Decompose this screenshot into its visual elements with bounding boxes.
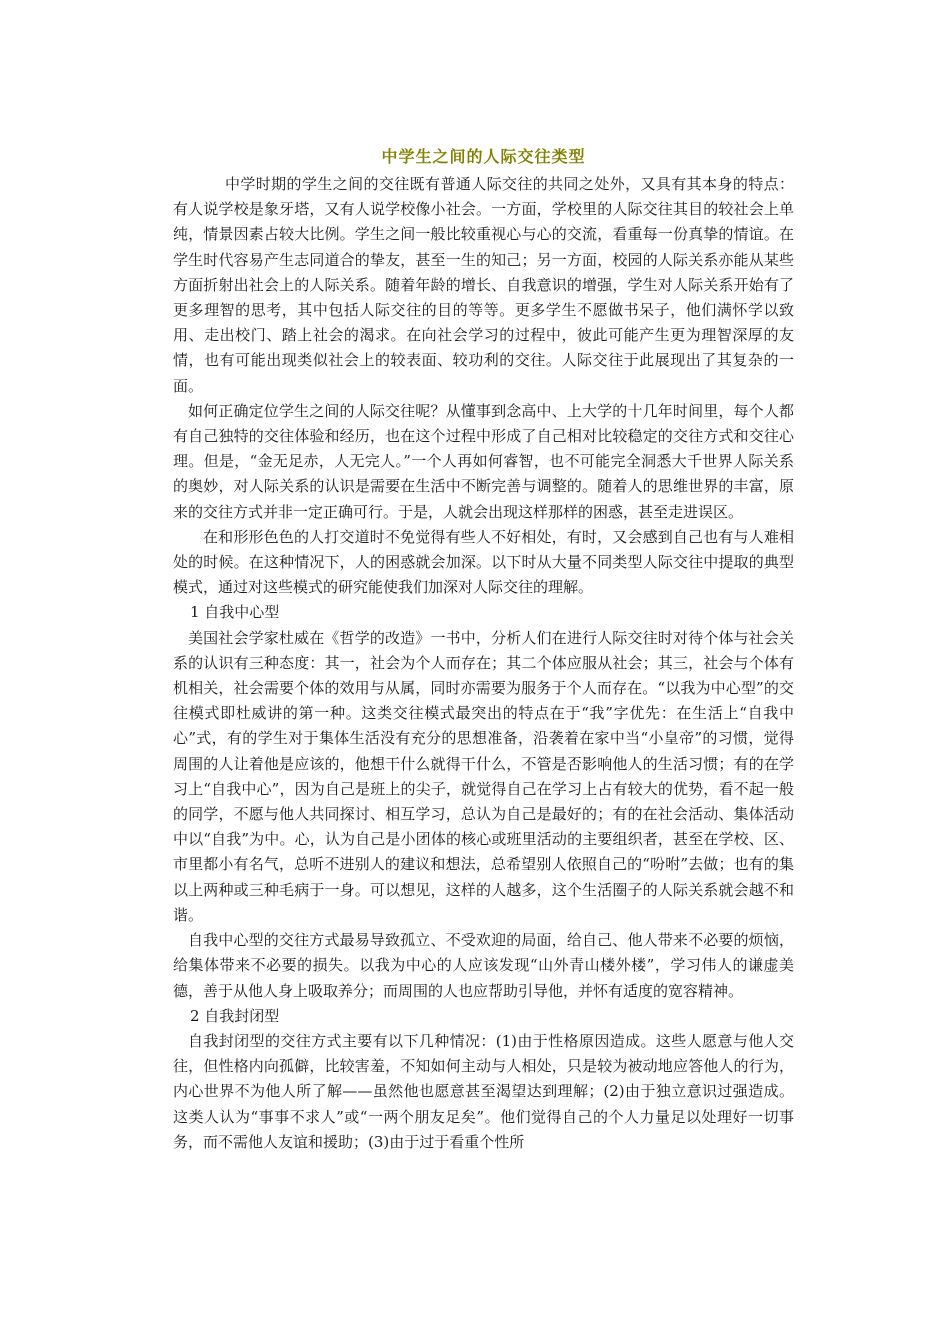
paragraph-dewey: 美国社会学家杜威在《哲学的改造》一书中，分析人们在进行人际交往时对待个体与社会关系的认识有三种态度：其一，社会为个人而存在；其二个体应服从社会；其三，社会与个体有机相关，社会需要个体的效用与从属，同时亦需要为服务于个人而存在。“以我为中心型”的交往模式即杜威讲的第一种。这类交往模式最突出的特点在于“我”字优先：在生活上“自我中心”式，有的学生对于集体生活没有充分的思想准备，沿袭着在家中当“小皇帝”的习惯，觉得周围的人让着他是应该的，他想干什么就得干什么，不管是否影响他人的生活习惯；有的在学习上“自我中心”，因为自己是班上的尖子，就觉得自己在学习上占有较大的优势，看不起一般的同学，不愿与他人共同探讨、相互学习，总认为自己是最好的；有的在社会活动、集体活动中以“自我”为中。心，认为自己是小团体的核心或班里活动的主要组织者，甚至在学校、区、市里都小有名气，总听不进别人的建议和想法，总希望别人依照自己的“吩咐”去做；也有的集以上两种或三种毛病于一身。可以想见，这样的人越多，这个生活圈子的人际关系就会越不和谐。 (173, 628, 794, 924)
section-heading-self-closed: 2 自我封闭型 (190, 1006, 280, 1025)
paragraph-positioning: 如何正确定位学生之间的人际交往呢？从懂事到念高中、上大学的十几年时间里，每个人都有自己独特的交往体验和经历，也在这个过程中形成了自己相对比较稳定的交往方式和交往心理。但是，“金无足赤，人无完人。”一个人再如何睿智，也不可能完全洞悉大千世界人际关系的奥妙，对人际关系的认识是需要在生活中不断完善与调整的。随着人的思维世界的丰富，原来的交往方式并非一定正确可行。于是，人就会出现这样那样的困惑，甚至走进误区。 (173, 401, 794, 521)
document-title: 中学生之间的人际交往类型 (381, 147, 586, 166)
paragraph-typical-patterns: 在和形形色色的人打交道时不免觉得有些人不好相处，有时，又会感到自己也有与人难相处的时候。在这种情况下，人的困惑就会加深。以下时从大量不同类型人际交往中提取的典型模式，通过对这些模式的研究能使我们加深对人际交往的理解。 (173, 527, 794, 597)
paragraph-self-closed: 自我封闭型的交往方式主要有以下几种情况：(1)由于性格原因造成。这些人愿意与他人交往，但性格内向孤僻，比较害羞，不知如何主动与人相处，只是较为被动地应答他人的行为，内心世界不为他人所了解——虽然他也愿意甚至渴望达到理解；(2)由于独立意识过强造成。这类人认为“事事不求人”或“一两个朋友足矣”。他们觉得自己的个人力量足以处理好一切事务，而不需他人友谊和援助；(3)由于过于看重个性所 (173, 1031, 794, 1151)
section-heading-self-centered: 1 自我中心型 (190, 603, 280, 622)
document-body (173, 144, 794, 1155)
paragraph-self-centered-effects: 自我中心型的交往方式最易导致孤立、不受欢迎的局面，给自己、他人带来不必要的烦恼，给集体带来不必要的损失。以我为中心的人应该发现“山外青山楼外楼”，学习伟人的谦虚美德，善于从他人身上吸取养分；而周围的人也应帮助引导他，并怀有适度的宽容精神。 (173, 931, 794, 1000)
paragraph-intro: 中学时期的学生之间的交往既有普通人际交往的共同之处外，又具有其本身的特点：有人说学校是象牙塔，又有人说学校像小社会。一方面，学校里的人际交往其目的较社会上单纯，情景因素占较大比例。学生之间一般比较重视心与心的交流，看重每一份真挚的情谊。在学生时代容易产生志同道合的挚友，甚至一生的知己；另一方面，校园的人际关系亦能从某些方面折射出社会上的人际关系。随着年龄的增长、自我意识的增强，学生对人际关系开始有了更多理智的思考，其中包括人际交往的目的等等。更多学生不愿做书呆子，他们满怀学以致用、走出校门、踏上社会的渴求。在向社会学习的过程中，彼此可能产生更为理智深厚的友情，也有可能出现类似社会上的较表面、较功利的交往。人际交往于此展现出了其复杂的一面。 (173, 175, 794, 395)
